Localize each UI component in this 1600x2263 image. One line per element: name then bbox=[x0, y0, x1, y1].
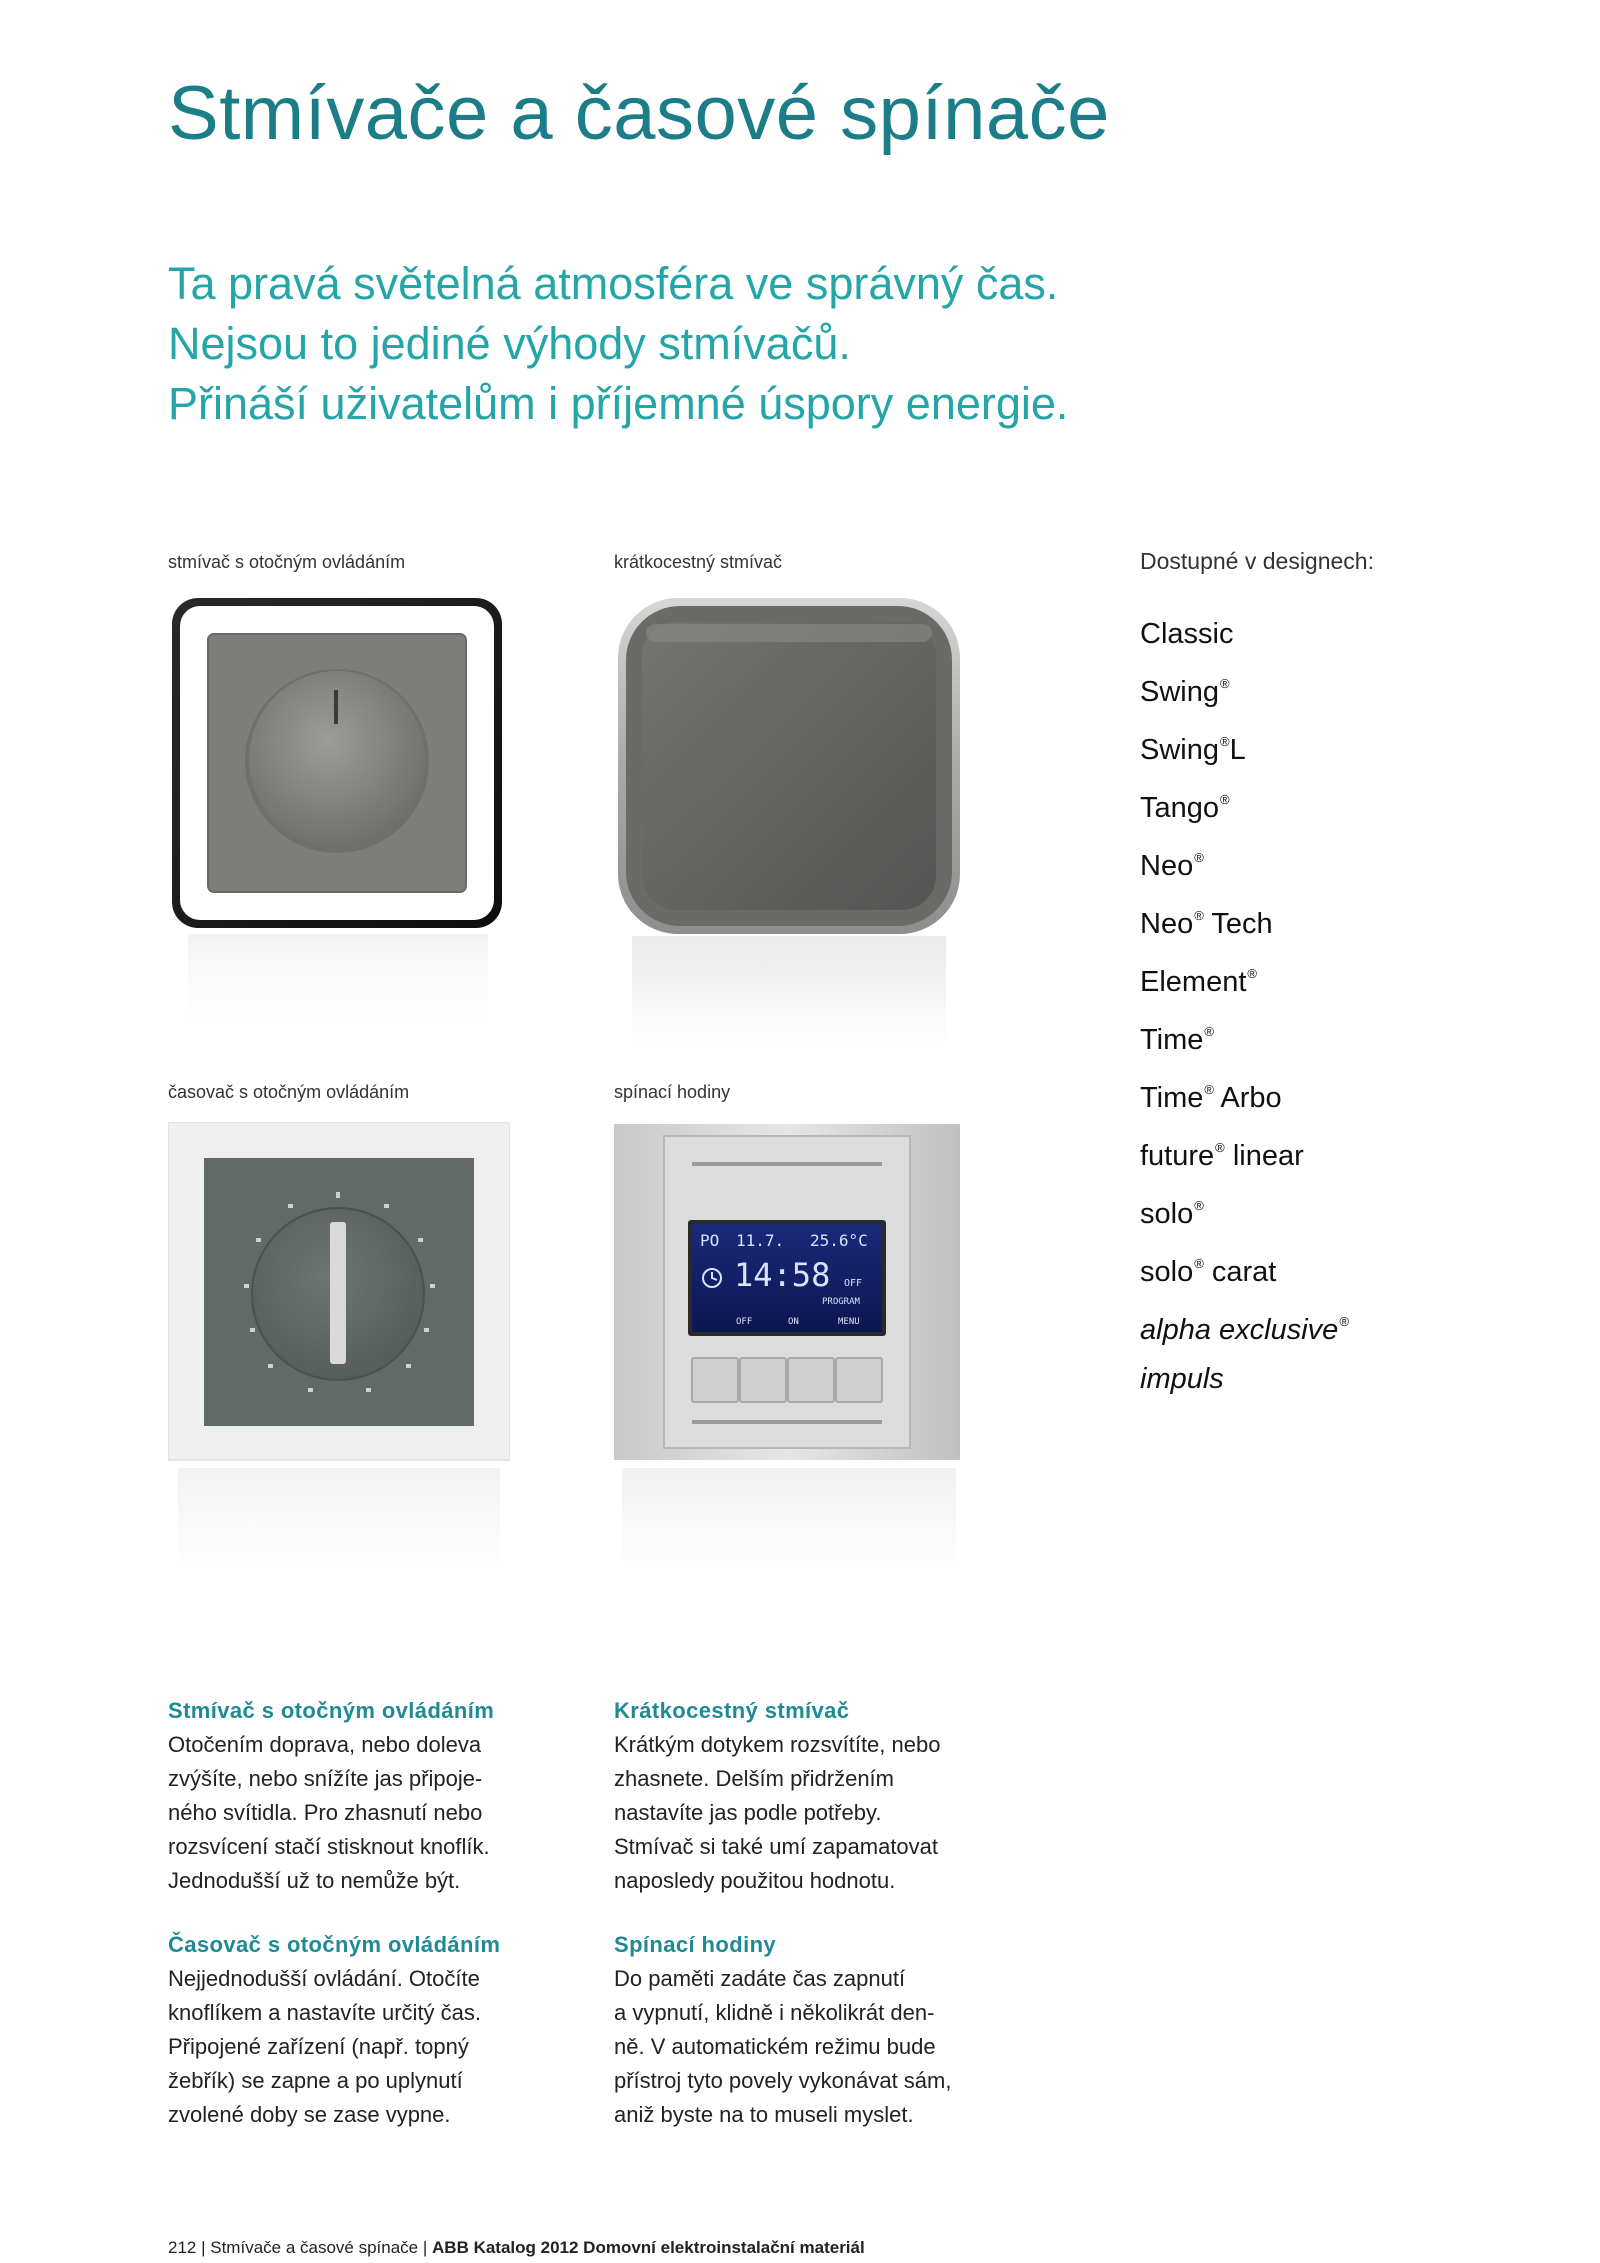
design-item bbox=[1140, 1181, 1349, 1239]
design-name: Swing bbox=[1140, 734, 1219, 766]
design-name: alpha exclusive bbox=[1140, 1314, 1339, 1346]
design-name: Neo bbox=[1140, 908, 1194, 940]
rotary-dimmer-image bbox=[168, 594, 510, 1054]
description-short-stroke-dimmer bbox=[614, 1694, 994, 1898]
registered-mark: ® bbox=[1194, 908, 1204, 923]
designs-heading: Dostupné v designech: bbox=[1140, 548, 1374, 574]
design-name: Swing bbox=[1140, 676, 1219, 708]
design-suffix: linear bbox=[1224, 1140, 1304, 1172]
design-suffix: Arbo bbox=[1213, 1082, 1282, 1114]
design-item bbox=[1140, 1355, 1349, 1404]
design-item bbox=[1140, 949, 1349, 1007]
page-number: 212 bbox=[168, 2238, 197, 2257]
description-line: nastavíte jas podle potřeby. bbox=[614, 1800, 882, 1825]
registered-mark: ® bbox=[1247, 966, 1257, 981]
design-name: Time bbox=[1140, 1024, 1204, 1056]
display-mode: PROGRAM bbox=[822, 1297, 860, 1307]
designs-list bbox=[1140, 610, 1349, 1404]
registered-mark: ® bbox=[1194, 850, 1204, 865]
registered-mark: ® bbox=[1215, 1140, 1225, 1155]
display-menu: MENU bbox=[838, 1317, 860, 1327]
description-rotary-dimmer bbox=[168, 1694, 548, 1898]
description-text bbox=[614, 1962, 994, 2132]
description-line: naposledy použitou hodnotu. bbox=[614, 1868, 896, 1893]
registered-mark: ® bbox=[1220, 792, 1230, 807]
description-line: Nejjednodušší ovládání. Otočíte bbox=[168, 1966, 480, 1991]
registered-mark: ® bbox=[1339, 1314, 1349, 1329]
design-name: future bbox=[1140, 1140, 1215, 1172]
registered-mark: ® bbox=[1204, 1024, 1214, 1039]
description-line: Krátkým dotykem rozsvítíte, nebo bbox=[614, 1732, 941, 1757]
registered-mark: ® bbox=[1204, 1082, 1214, 1097]
design-item bbox=[1140, 1297, 1349, 1355]
design-item bbox=[1140, 717, 1349, 775]
description-line: Připojené zařízení (např. topný bbox=[168, 2034, 469, 2059]
description-line: přístroj tyto povely vykonávat sám, bbox=[614, 2068, 952, 2093]
description-line: rozsvícení stačí stisknout knoflík. bbox=[168, 1834, 490, 1859]
design-name: Time bbox=[1140, 1082, 1204, 1114]
design-item bbox=[1140, 1007, 1349, 1065]
design-name: impuls bbox=[1140, 1363, 1224, 1395]
display-bottom-on: ON bbox=[788, 1317, 799, 1327]
page-title: Stmívače a časové spínače bbox=[168, 71, 1110, 156]
description-line: Stmívač si také umí zapamatovat bbox=[614, 1834, 939, 1859]
lead-line-3: Přináší uživatelům i příjemné úspory energie. bbox=[168, 378, 1069, 429]
description-line: Jednodušší už to nemůže být. bbox=[168, 1868, 461, 1893]
description-heading: Spínací hodiny bbox=[614, 1932, 777, 1957]
product-caption-rotary-timer: časovač s otočným ovládáním bbox=[168, 1082, 410, 1102]
footer-section: Stmívače a časové spínače bbox=[210, 2238, 419, 2257]
description-line: žebřík) se zapne a po uplynutí bbox=[168, 2068, 463, 2093]
description-line: zvolené doby se zase vypne. bbox=[168, 2102, 451, 2127]
design-item bbox=[1140, 775, 1349, 833]
description-time-switch bbox=[614, 1928, 994, 2132]
time-switch-image bbox=[612, 1122, 966, 1582]
design-item bbox=[1140, 1065, 1349, 1123]
product-caption-short-stroke-dimmer: krátkocestný stmívač bbox=[614, 552, 783, 572]
time-switch-buttons bbox=[692, 1358, 882, 1402]
description-rotary-timer bbox=[168, 1928, 548, 2132]
description-line: Otočením doprava, nebo doleva bbox=[168, 1732, 482, 1757]
registered-mark: ® bbox=[1220, 734, 1230, 749]
description-heading: Časovač s otočným ovládáním bbox=[168, 1932, 501, 1957]
design-suffix: Tech bbox=[1203, 908, 1273, 940]
footer-separator: | bbox=[422, 2238, 433, 2257]
registered-mark: ® bbox=[1220, 676, 1230, 691]
design-item bbox=[1140, 1239, 1349, 1297]
design-item bbox=[1140, 833, 1349, 891]
lead-text bbox=[168, 254, 1068, 434]
display-state: OFF bbox=[844, 1278, 863, 1289]
description-line: aniž byste na to museli myslet. bbox=[614, 2102, 914, 2127]
design-item bbox=[1140, 610, 1349, 659]
display-date: 11.7. bbox=[736, 1231, 785, 1250]
description-heading: Krátkocestný stmívač bbox=[614, 1698, 850, 1723]
display-bottom-off: OFF bbox=[736, 1317, 753, 1327]
design-name: Neo bbox=[1140, 850, 1194, 882]
registered-mark: ® bbox=[1194, 1198, 1204, 1213]
description-line: ně. V automatickém režimu bude bbox=[614, 2034, 936, 2059]
design-name: Classic bbox=[1140, 618, 1234, 650]
design-name: Tango bbox=[1140, 792, 1220, 824]
short-stroke-dimmer-image bbox=[612, 594, 966, 1054]
design-item bbox=[1140, 659, 1349, 717]
footer-catalog: ABB Katalog 2012 Domovní elektroinstalační materiál bbox=[432, 2238, 865, 2257]
design-item bbox=[1140, 891, 1349, 949]
display-time: 14:58 bbox=[734, 1256, 831, 1294]
design-name: solo bbox=[1140, 1256, 1194, 1288]
description-line: zvýšíte, nebo snížíte jas připoje- bbox=[168, 1766, 483, 1791]
display-day: PO bbox=[700, 1231, 720, 1250]
design-suffix: L bbox=[1229, 734, 1246, 766]
display-temperature: 25.6°C bbox=[810, 1231, 868, 1250]
description-text bbox=[614, 1728, 994, 1898]
product-caption-time-switch: spínací hodiny bbox=[614, 1082, 731, 1102]
design-suffix: carat bbox=[1203, 1256, 1277, 1288]
description-line: ného svítidla. Pro zhasnutí nebo bbox=[168, 1800, 483, 1825]
description-text bbox=[168, 1728, 548, 1898]
registered-mark: ® bbox=[1194, 1256, 1204, 1271]
rotary-timer-image bbox=[168, 1122, 510, 1582]
description-text bbox=[168, 1962, 548, 2132]
lead-line-2: Nejsou to jediné výhody stmívačů. bbox=[168, 318, 851, 369]
design-name: solo bbox=[1140, 1198, 1194, 1230]
design-item bbox=[1140, 1123, 1349, 1181]
page-footer bbox=[168, 2238, 865, 2258]
description-line: Do paměti zadáte čas zapnutí bbox=[614, 1966, 906, 1991]
description-heading: Stmívač s otočným ovládáním bbox=[168, 1698, 495, 1723]
design-name: Element bbox=[1140, 966, 1247, 998]
footer-separator: | bbox=[201, 2238, 211, 2257]
description-line: a vypnutí, klidně i několikrát den- bbox=[614, 2000, 935, 2025]
product-caption-rotary-dimmer: stmívač s otočným ovládáním bbox=[168, 552, 406, 572]
description-line: zhasnete. Delším přidržením bbox=[614, 1766, 894, 1791]
description-line: knoflíkem a nastavíte určitý čas. bbox=[168, 2000, 482, 2025]
lead-line-1: Ta pravá světelná atmosféra ve správný čas. bbox=[168, 258, 1059, 309]
